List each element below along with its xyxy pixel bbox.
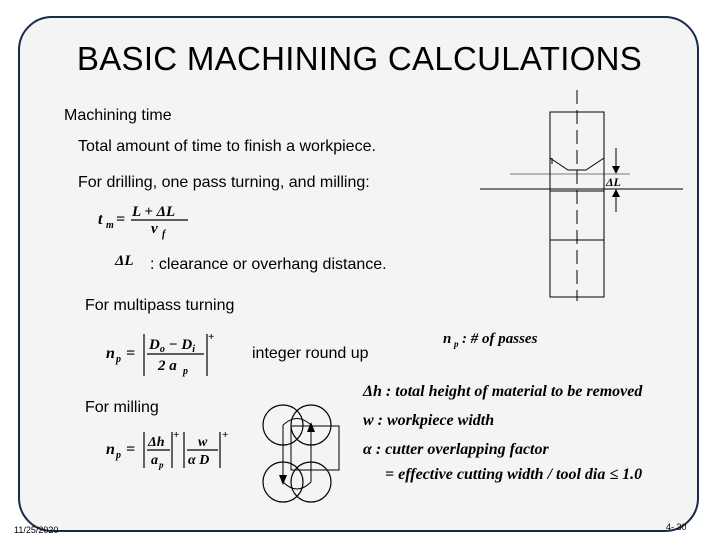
integer-round-up-note: integer round up xyxy=(252,345,369,362)
multi-denominator: 2 a xyxy=(158,358,177,374)
footer-page-number: 4- 30 xyxy=(666,522,687,532)
np-def-lhs: n xyxy=(443,331,452,347)
np-def-sub: p xyxy=(454,339,459,349)
alpha-equation: = effective cutting width / tool dia ≤ 1.0 xyxy=(385,466,643,483)
milling-formula xyxy=(104,428,234,472)
equals-sign: = xyxy=(126,441,136,458)
np-sub: p xyxy=(116,450,121,461)
drilling-description: For drilling, one pass turning, and milling: xyxy=(78,174,370,191)
tm-den-sub: f xyxy=(162,229,166,240)
tm-numerator: L + ΔL xyxy=(132,204,176,220)
ceiling-plus: + xyxy=(208,331,215,343)
mill-den1-sub: p xyxy=(159,460,164,470)
arrow-head-up xyxy=(612,189,620,197)
tm-lhs: t xyxy=(98,211,103,228)
w-definition: w : workpiece width xyxy=(363,412,495,429)
milling-diagram xyxy=(255,400,355,508)
total-time-description: Total amount of time to finish a workpiece. xyxy=(78,138,376,155)
machining-time-formula xyxy=(96,200,206,240)
np-definition xyxy=(440,326,580,352)
np-lhs: n xyxy=(106,345,115,362)
equals-sign: = xyxy=(116,211,126,228)
multi-den-sub: p xyxy=(183,366,188,377)
slide-title: BASIC MACHINING CALCULATIONS xyxy=(76,40,643,77)
np-def-text: : # of passes xyxy=(462,331,538,347)
milling-heading: For milling xyxy=(85,399,159,416)
stepover-arc xyxy=(283,482,311,489)
alpha-definition: α : cutter overlapping factor xyxy=(363,441,549,458)
np-lhs: n xyxy=(106,441,115,458)
mill-num2: w xyxy=(198,435,208,450)
machining-time-heading: Machining time xyxy=(64,107,172,124)
np-sub: p xyxy=(116,354,121,365)
delta-l-symbol: ΔL xyxy=(115,253,134,269)
mill-den1: a xyxy=(151,453,158,468)
delta-l-label: ΔL xyxy=(606,175,621,189)
mill-num1: Δh xyxy=(148,435,165,450)
clearance-description: : clearance or overhang distance. xyxy=(150,256,387,273)
multipass-heading: For multipass turning xyxy=(85,297,235,314)
feed-arrow-down xyxy=(279,475,287,485)
tm-sub: m xyxy=(106,220,114,231)
footer-date: 11/25/2020 xyxy=(14,525,59,535)
equals-sign: = xyxy=(126,345,136,362)
stepover-arc-top xyxy=(283,419,311,426)
arrow-head-down xyxy=(612,166,620,174)
tm-denominator: v xyxy=(151,221,158,237)
ceiling-plus: + xyxy=(173,429,180,441)
delta-h-definition: Δh : total height of material to be removed xyxy=(363,383,643,400)
drilling-diagram xyxy=(470,88,695,303)
mill-den2: α D xyxy=(188,453,210,468)
workpiece-outline xyxy=(291,426,339,470)
ceiling-plus-2: + xyxy=(222,429,229,441)
multi-numerator: $D_o - D_i$ xyxy=(149,337,196,355)
multipass-formula xyxy=(104,330,229,380)
feed-arrow-up xyxy=(307,422,315,432)
